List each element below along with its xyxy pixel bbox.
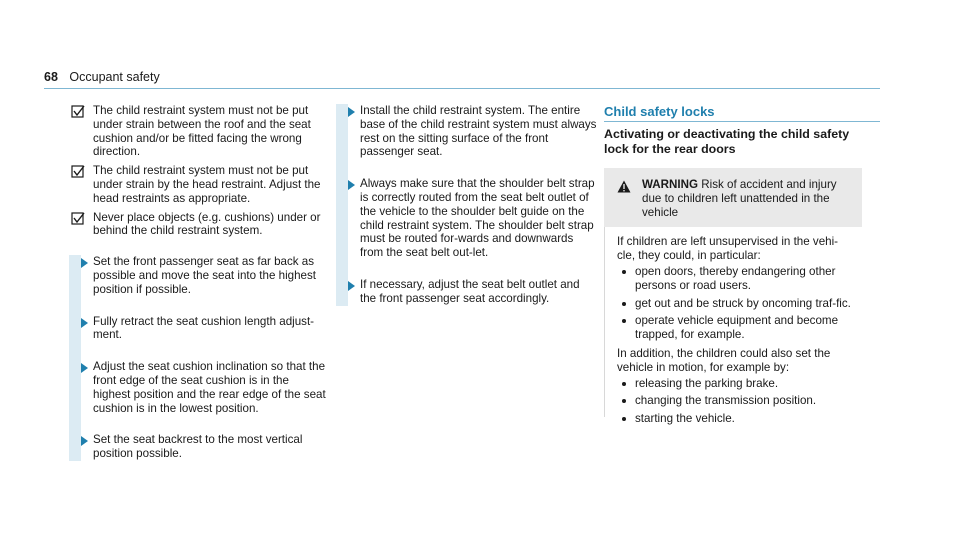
step-arrow-icon — [81, 318, 88, 328]
step-arrow-icon — [348, 107, 355, 117]
bullet-list — [617, 265, 852, 342]
list-item: changing the transmission position. — [617, 394, 852, 408]
step-item — [69, 360, 327, 415]
step-bar — [69, 360, 81, 415]
step-arrow-icon — [348, 180, 355, 190]
step-arrow-icon — [81, 258, 88, 268]
warning-mid-text: In addition, the children could also set the vehicle in motion, for example by: — [617, 346, 831, 374]
step-item — [69, 433, 327, 461]
step-text: Fully retract the seat cushion length adjust-ment. — [93, 314, 315, 342]
step-bar — [336, 177, 348, 260]
step-text: Set the front passenger seat as far back as possible and move the seat into the highest position if possible. — [93, 255, 317, 296]
list-item: get out and be struck by oncoming traf-fic. — [617, 297, 852, 311]
check-text: Never place objects (e.g. cushions) under or behind the child restraint system. — [93, 210, 321, 238]
check-text: The child restraint system must not be put under strain between the roof and the seat cushion and/or be fitted facing the wrong direction. — [93, 104, 311, 159]
list-item: open doors, thereby endangering other persons or road users. — [617, 265, 852, 293]
warning-header — [604, 168, 862, 227]
step-bar — [69, 433, 81, 461]
page-header — [44, 70, 160, 84]
column-1 — [69, 104, 327, 461]
warning-body — [604, 227, 862, 426]
step-text: Install the child restraint system. The entire base of the child restraint system must always rest on the sitting surface of the front passenger seat. — [360, 104, 597, 159]
step-item — [69, 255, 327, 296]
subheading: Activating or deactivating the child safety lock for the rear doors — [604, 127, 850, 156]
step-text: If necessary, adjust the seat belt outlet and the front passenger seat accordingly. — [360, 277, 580, 305]
step-arrow-icon — [81, 363, 88, 373]
list-item: releasing the parking brake. — [617, 377, 852, 391]
step-bar — [336, 278, 348, 306]
check-item — [69, 164, 327, 205]
step-text: Set the seat backrest to the most vertical position possible. — [93, 433, 303, 461]
section-name: Occupant safety — [69, 70, 160, 84]
step-bar — [69, 255, 81, 296]
warning-triangle-icon — [617, 180, 631, 193]
warning-text: Risk of accident and injury due to children left unattended in the vehicle — [642, 178, 837, 219]
list-item: starting the vehicle. — [617, 412, 852, 426]
page-number: 68 — [44, 70, 58, 84]
step-arrow-icon — [348, 281, 355, 291]
header-rule — [44, 88, 880, 89]
check-item — [69, 104, 327, 159]
list-item: operate vehicle equipment and become trapped, for example. — [617, 314, 852, 342]
step-item — [336, 278, 598, 306]
column-2 — [336, 104, 598, 306]
bullet-list — [617, 377, 852, 426]
section-title: Child safety locks — [604, 104, 715, 119]
warning-intro: If children are left unsupervised in the vehi-cle, they could, in particular: — [617, 235, 839, 263]
warning-label: WARNING — [642, 178, 699, 191]
check-text: The child restraint system must not be put under strain by the head restraint. Adjust the head restraints as appropriate. — [93, 164, 321, 205]
step-text: Adjust the seat cushion inclination so that the front edge of the seat cushion is in the highest position and the rear edge of the seat cushion is in the lowest position. — [93, 360, 326, 415]
step-item — [336, 177, 598, 260]
step-item — [336, 104, 598, 159]
step-arrow-icon — [81, 436, 88, 446]
checkmark-icon — [71, 165, 85, 179]
step-text: Always make sure that the shoulder belt strap is correctly routed from the seat belt outlet of the vehicle to the shoulder belt guide on the child restraint system. The shoulder belt strap must be routed for-wards and downwards from the seat belt out-let. — [360, 177, 595, 260]
warning-box — [604, 168, 862, 430]
step-bar — [69, 315, 81, 343]
step-item — [69, 315, 327, 343]
checkmark-icon — [71, 212, 85, 226]
checkmark-icon — [71, 105, 85, 119]
check-item — [69, 211, 327, 239]
step-bar — [336, 104, 348, 159]
section-rule — [604, 121, 880, 122]
